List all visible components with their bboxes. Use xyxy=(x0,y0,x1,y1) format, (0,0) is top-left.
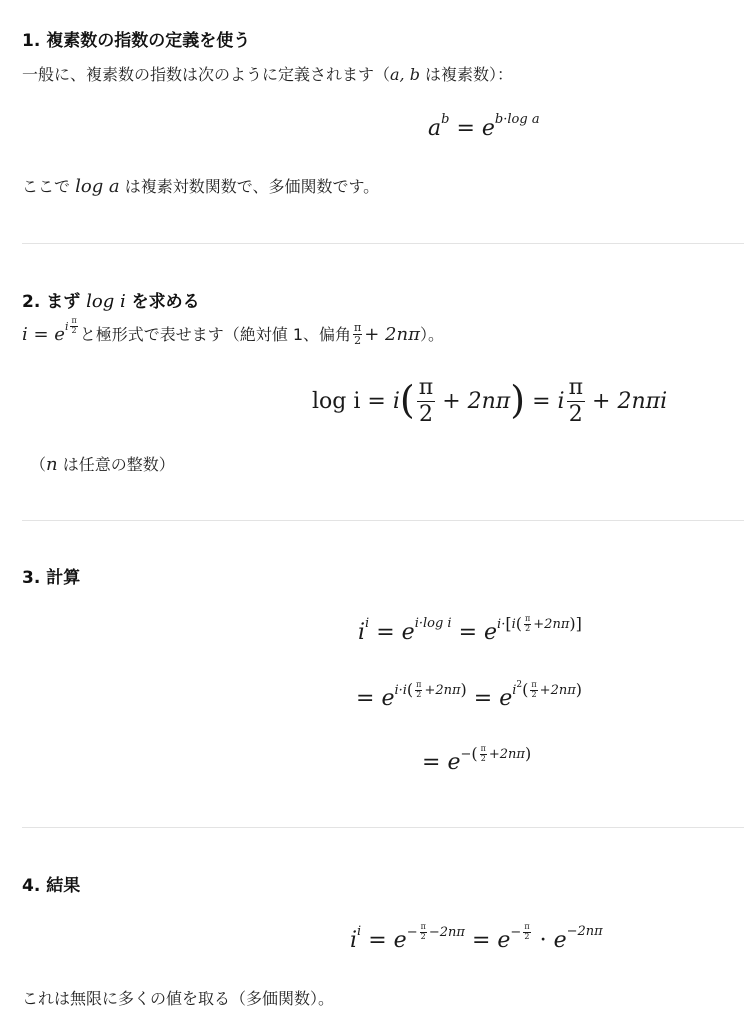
section-2-note-var: n xyxy=(46,454,58,475)
l2-exp-tail: +2nπ xyxy=(424,682,461,698)
polar-arg-den: 2 xyxy=(354,334,362,348)
section-1-note-pre: ここで xyxy=(22,177,76,196)
eq4-exp3 xyxy=(510,923,532,942)
l2-exp-head: i·i xyxy=(394,682,407,698)
eq2-i: i xyxy=(392,388,400,414)
eq4-frac-num: π xyxy=(420,921,426,931)
l1-op: = xyxy=(376,620,395,645)
polar-exponent xyxy=(65,316,80,338)
section-2-polar-line xyxy=(22,316,444,348)
l2-exp2 xyxy=(512,681,582,700)
l1-base: i xyxy=(358,620,366,645)
eq4-exp2-head: − xyxy=(406,924,418,940)
l2-rparen: ) xyxy=(460,680,467,699)
eq2-op2: = xyxy=(532,388,551,414)
l3-frac-num: π xyxy=(480,743,486,753)
l3-exp-tail: +2nπ xyxy=(488,746,525,762)
section-2-note-post: は任意の整数） xyxy=(57,455,175,474)
section-2-note xyxy=(30,454,175,476)
section-2-note-pre: （ xyxy=(30,455,47,474)
polar-mid: と極形式で表せます（絶対値 1、偏角 xyxy=(79,324,352,344)
section-4-heading: 4. 結果 xyxy=(22,876,81,896)
l2-e: e xyxy=(381,686,395,711)
eq2-frac-num: π xyxy=(417,376,435,402)
l3-fraction xyxy=(480,745,487,764)
l1-exp3-tail: +2nπ xyxy=(533,616,570,632)
polar-arg-fraction xyxy=(353,322,362,347)
l3-rparen: ) xyxy=(524,744,532,763)
l1-exp3 xyxy=(497,615,582,634)
eq4-e3: e xyxy=(553,928,567,953)
l1-lbracket: [ xyxy=(505,614,512,633)
eq-rhs-base: e xyxy=(481,116,495,141)
section-2-heading-post: を求める xyxy=(125,292,200,312)
eq2-fraction xyxy=(417,376,435,427)
l2-lparen: ( xyxy=(406,680,414,699)
divider-1 xyxy=(22,243,744,244)
polar-exp-i: i xyxy=(64,319,69,333)
l1-fraction xyxy=(524,615,531,634)
eq2-lparen: ( xyxy=(399,377,415,422)
l2-exp2-pow: 2 xyxy=(516,679,523,690)
section-1-paragraph xyxy=(22,64,513,86)
eq4-base: i xyxy=(350,928,358,953)
l1-frac-den: 2 xyxy=(525,623,531,633)
polar-exp-den: 2 xyxy=(71,326,77,336)
l2-fraction xyxy=(415,681,422,700)
polar-end: ）。 xyxy=(419,324,444,344)
polar-lhs: i = e xyxy=(22,323,65,345)
section-1-note-post: は複素対数関数で、多価関数です。 xyxy=(119,177,380,196)
section-3-heading: 3. 計算 xyxy=(22,568,81,588)
l3-frac-den: 2 xyxy=(480,753,486,763)
l2-e2: e xyxy=(499,686,513,711)
eq2-frac2-num: π xyxy=(567,376,585,402)
eq2-frac2-den: 2 xyxy=(568,402,583,428)
l2-exp xyxy=(394,681,466,700)
polar-exp-fraction xyxy=(70,317,77,336)
eq4-e: e xyxy=(393,928,407,953)
eq2-frac-den: 2 xyxy=(418,402,433,428)
section-1-note xyxy=(22,176,379,198)
polar-arg-tail: + 2nπ xyxy=(364,323,420,345)
l2-rparen-2: ) xyxy=(575,680,583,699)
section-2-heading-pre: 2. まず xyxy=(22,292,87,312)
section-3-line-1: i $^i$ = e $^{i\cdot log i}$ = e i· [ i ( $\frac{\pi}{2}$ +2nπ ) ] xyxy=(358,613,582,645)
eq4-op1: = xyxy=(368,928,387,953)
section-3-line-3 xyxy=(422,743,532,775)
polar-exp-num: π xyxy=(71,316,77,326)
final-text: これは無限に多くの値を取る（多価関数）。 xyxy=(22,989,335,1008)
l1-e: e xyxy=(401,620,415,645)
l2-frac2-num: π xyxy=(531,679,537,689)
section-1-para-pre: 一般に、複素数の指数は次のように定義されます（ xyxy=(22,65,391,84)
l2-frac2-den: 2 xyxy=(531,689,537,699)
eq2-op1: = xyxy=(367,388,386,414)
section-2-heading-math: log i xyxy=(86,291,126,312)
polar-arg-num: π xyxy=(354,321,362,334)
eq4-exp3-head: − xyxy=(510,924,522,940)
eq2-log: log i xyxy=(312,388,361,414)
l1-op2: = xyxy=(458,620,478,645)
eq4-frac-den: 2 xyxy=(420,931,426,941)
eq4-e2: e xyxy=(497,928,511,953)
eq2-tail: + 2nπi xyxy=(592,388,668,414)
l1-rbracket: ] xyxy=(575,614,582,633)
section-4-equation: i $^i$ = e − $\frac{\pi}{2}$ −2nπ = e − $\frac{\pi}{2}$ · e $^{-2n\pi}$ xyxy=(350,921,603,953)
eq2-plus: + 2nπ xyxy=(442,388,511,414)
section-3-line-2 xyxy=(356,679,583,711)
l3-op: = xyxy=(422,750,441,775)
section-1-para-post: は複素数）： xyxy=(419,65,514,84)
eq2-i2: i xyxy=(557,388,565,414)
eq4-op2: = xyxy=(471,928,491,953)
l3-exp-head: − xyxy=(460,746,472,762)
section-2-equation xyxy=(312,376,667,427)
l1-lparen: ( xyxy=(515,614,523,633)
l2-fraction-2 xyxy=(530,681,537,700)
l1-frac-num: π xyxy=(525,613,531,623)
l1-exp3-i: i xyxy=(511,616,516,632)
l2-exp2-base: i xyxy=(512,682,517,698)
l1-exp3-head: i· xyxy=(497,616,506,632)
section-2-heading xyxy=(22,291,200,313)
eq2-fraction-2 xyxy=(567,376,585,427)
l2-op2: = xyxy=(473,686,493,711)
eq-lhs-base: a xyxy=(428,116,442,141)
eq4-frac2-num: π xyxy=(524,921,530,931)
l1-e2: e xyxy=(484,620,498,645)
divider-3 xyxy=(22,827,744,828)
eq4-exp2-tail: −2nπ xyxy=(428,924,465,940)
l2-frac-num: π xyxy=(416,679,422,689)
l3-e: e xyxy=(447,750,461,775)
eq4-exp2 xyxy=(407,923,465,942)
divider-2 xyxy=(22,520,744,521)
eq2-rparen: ) xyxy=(510,377,526,422)
eq4-fraction-2 xyxy=(523,923,530,942)
eq4-dot: · xyxy=(539,928,547,953)
l1-rparen: ) xyxy=(569,614,576,633)
eq4-fraction xyxy=(420,923,427,942)
l2-frac-den: 2 xyxy=(416,689,422,699)
l2-lparen-2: ( xyxy=(522,680,529,699)
l2-op: = xyxy=(356,686,375,711)
l3-exp xyxy=(460,745,531,764)
section-1-note-math: log a xyxy=(75,176,120,197)
section-1-para-vars: a, b xyxy=(390,65,420,84)
section-1-heading: 1. 複素数の指数の定義を使う xyxy=(22,31,251,51)
eq-op: = xyxy=(456,116,475,141)
section-1-equation: a $^b$ = e $^{b\cdot log a}$ xyxy=(428,111,540,141)
l2-exp2-tail: +2nπ xyxy=(539,682,576,698)
eq4-frac2-den: 2 xyxy=(524,931,530,941)
l3-lparen: ( xyxy=(471,744,478,763)
